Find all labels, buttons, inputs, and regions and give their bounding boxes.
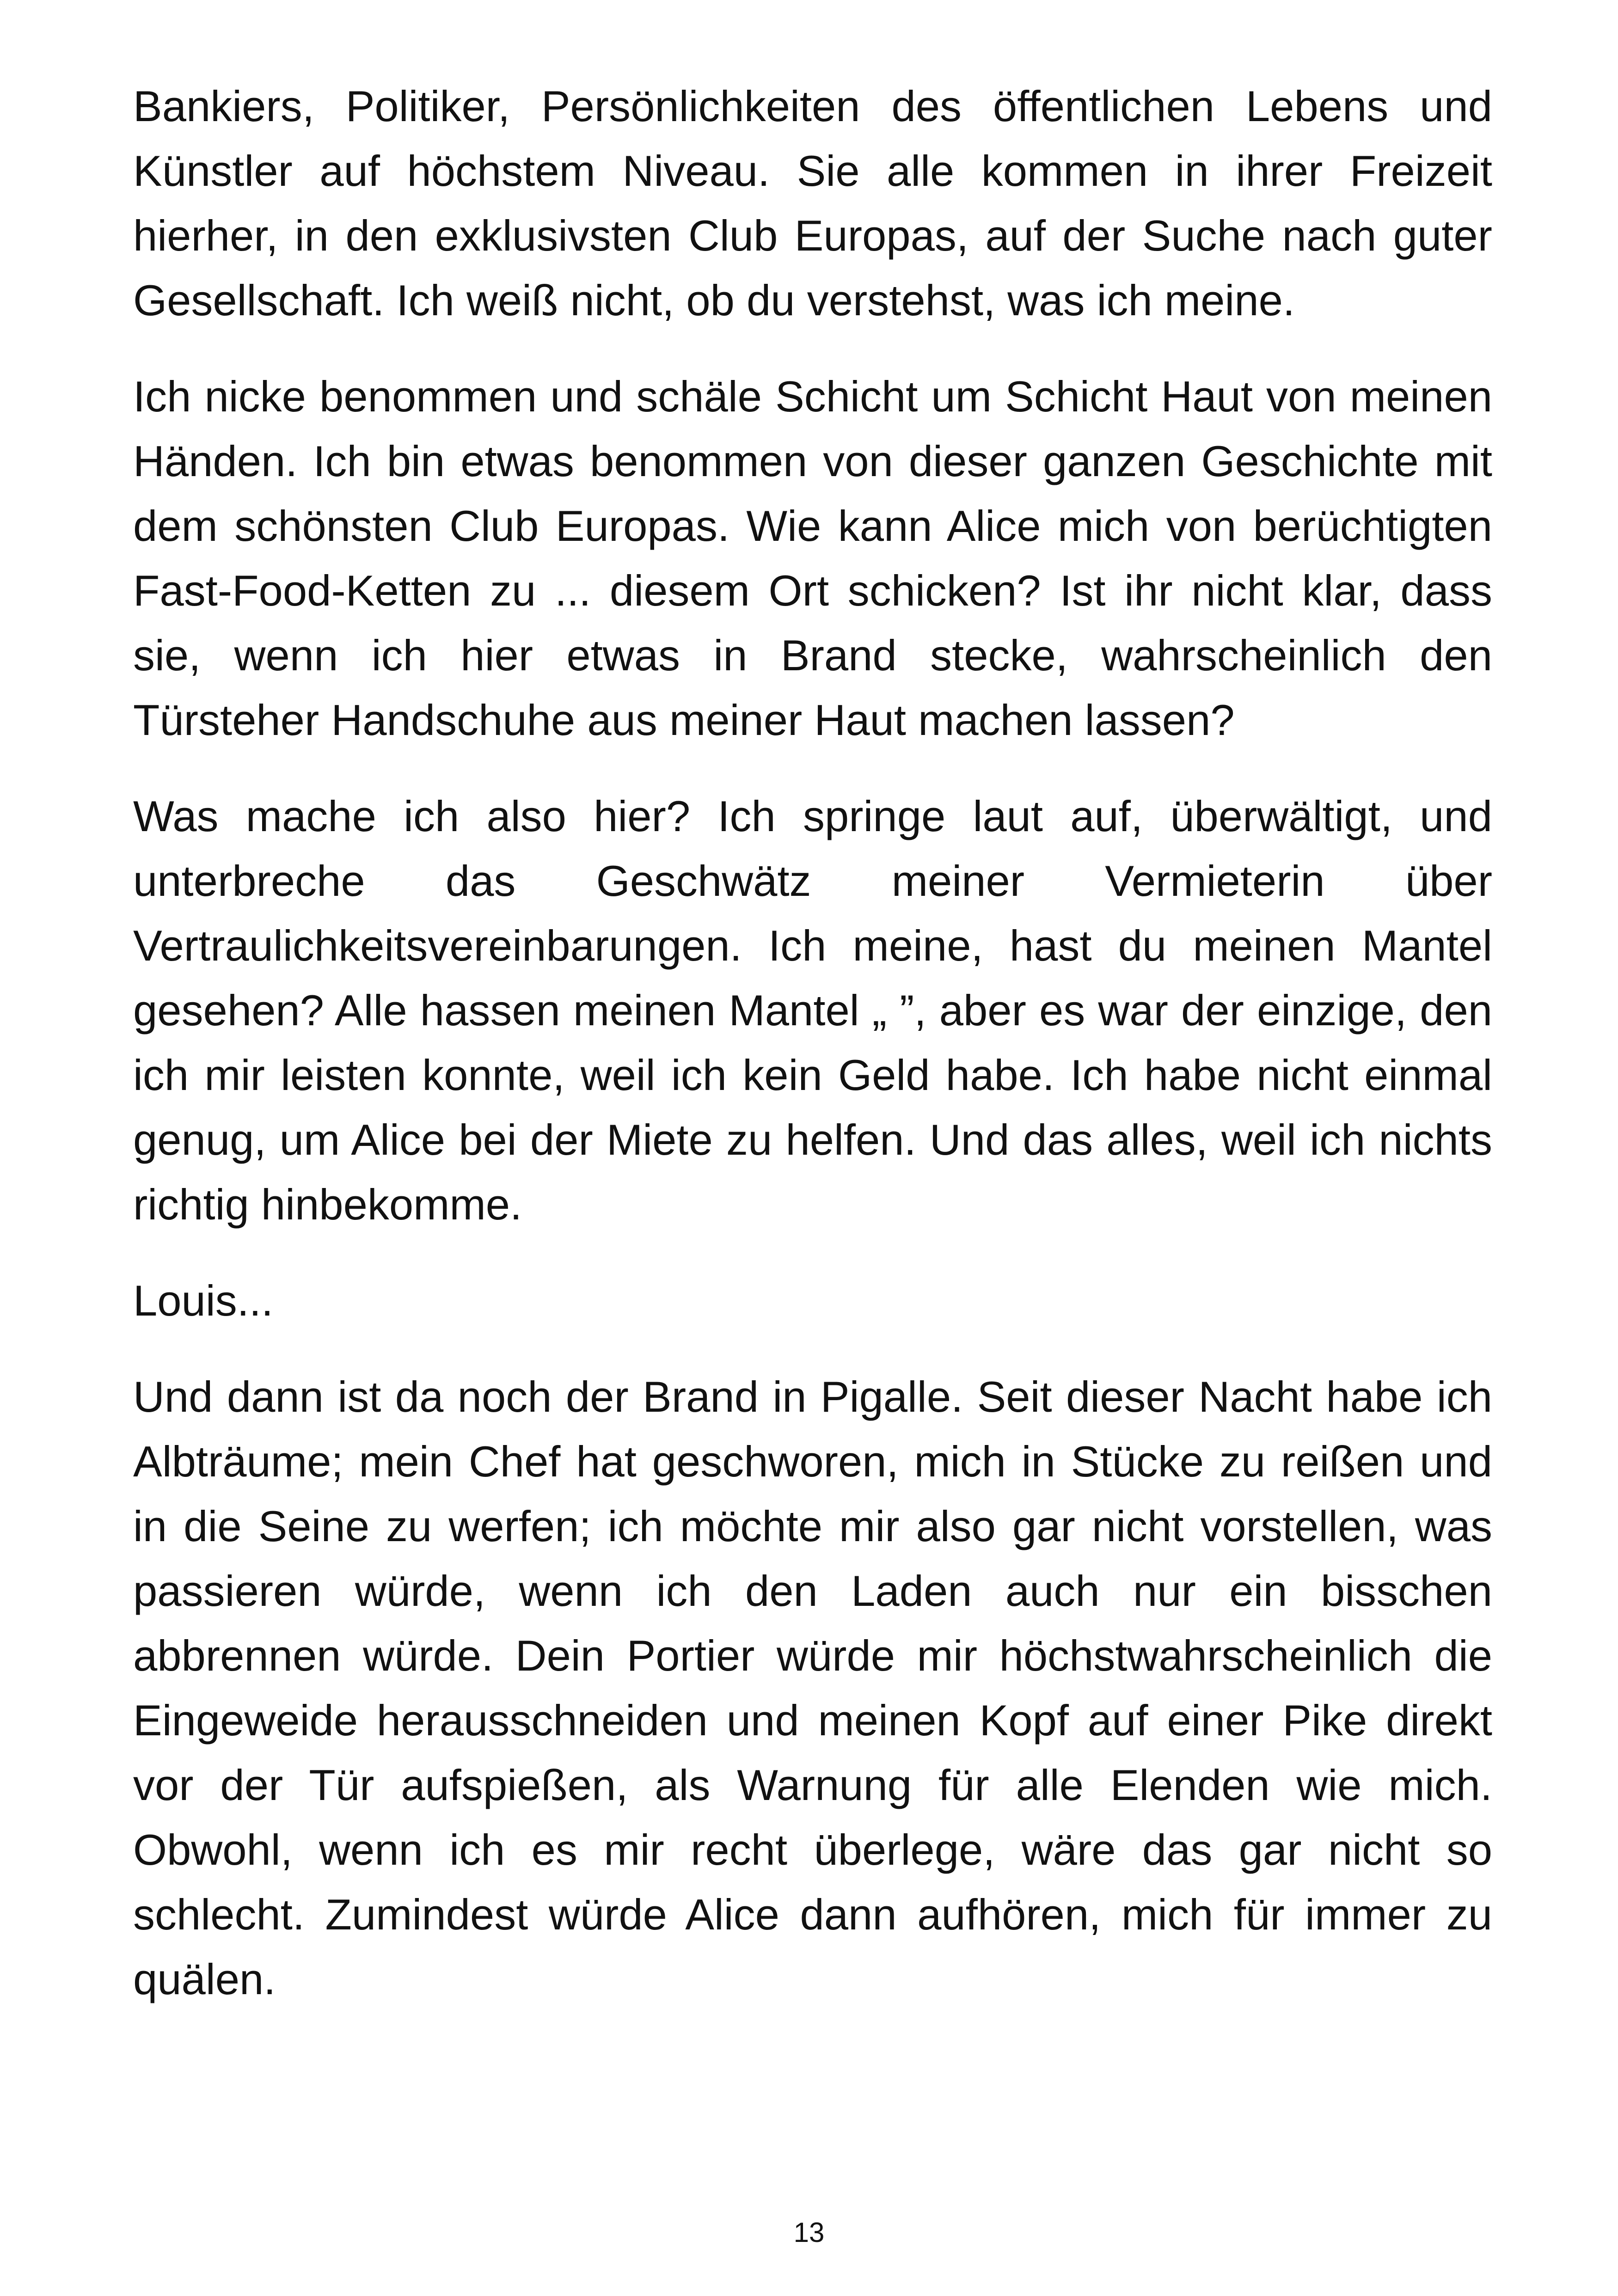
text-block xyxy=(133,74,1492,2043)
paragraph-4: Louis... xyxy=(133,1276,274,1325)
page-number: 13 xyxy=(793,2217,825,2248)
paragraph-1: Bankiers, Politiker, Persönlichkeiten des öffentlichen Lebens und Künstler auf höchstem Niveau. Sie alle kommen in ihrer Freizeit hierher, in den exklusivsten Club Europas, auf der Suche nach guter Gesellschaft. Ich weiß nicht, ob du verstehst, was ich meine. xyxy=(133,82,1492,325)
paragraph-5: Und dann ist da noch der Brand in Pigalle. Seit dieser Nacht habe ich Albträume; mein Chef hat geschworen, mich in Stücke zu reißen und in die Seine zu werfen; ich möchte mir also gar nicht vorstellen, was passieren würde, wenn ich den Laden auch nur ein bisschen abbrennen würde. Dein Portier würde mir höchstwahrscheinlich die Eingeweide herausschneiden und meinen Kopf auf einer Pike direkt vor der Tür aufspießen, als Warnung für alle Elenden wie mich. Obwohl, wenn ich es mir recht überlege, wäre das gar nicht so schlecht. Zumindest würde Alice dann aufhören, mich für immer zu quälen. xyxy=(133,1372,1492,2003)
paragraph-3: Was mache ich also hier? Ich springe laut auf, überwältigt, und unterbreche das Geschwätz meiner Vermieterin über Vertraulichkeitsvereinbarungen. Ich meine, hast du meinen Mantel gesehen? Alle hassen meinen Mantel „ ”, aber es war der einzige, den ich mir leisten konnte, weil ich kein Geld habe. Ich habe nicht einmal genug, um Alice bei der Miete zu helfen. Und das alles, weil ich nichts richtig hinbekomme. xyxy=(133,792,1492,1229)
paragraph-2: Ich nicke benommen und schäle Schicht um Schicht Haut von meinen Händen. Ich bin etwas benommen von dieser ganzen Geschichte mit dem schönsten Club Europas. Wie kann Alice mich von berüchtigten Fast-Food-Ketten zu ... diesem Ort schicken? Ist ihr nicht klar, dass sie, wenn ich hier etwas in Brand stecke, wahrscheinlich den Türsteher Handschuhe aus meiner Haut machen lassen? xyxy=(133,372,1492,744)
